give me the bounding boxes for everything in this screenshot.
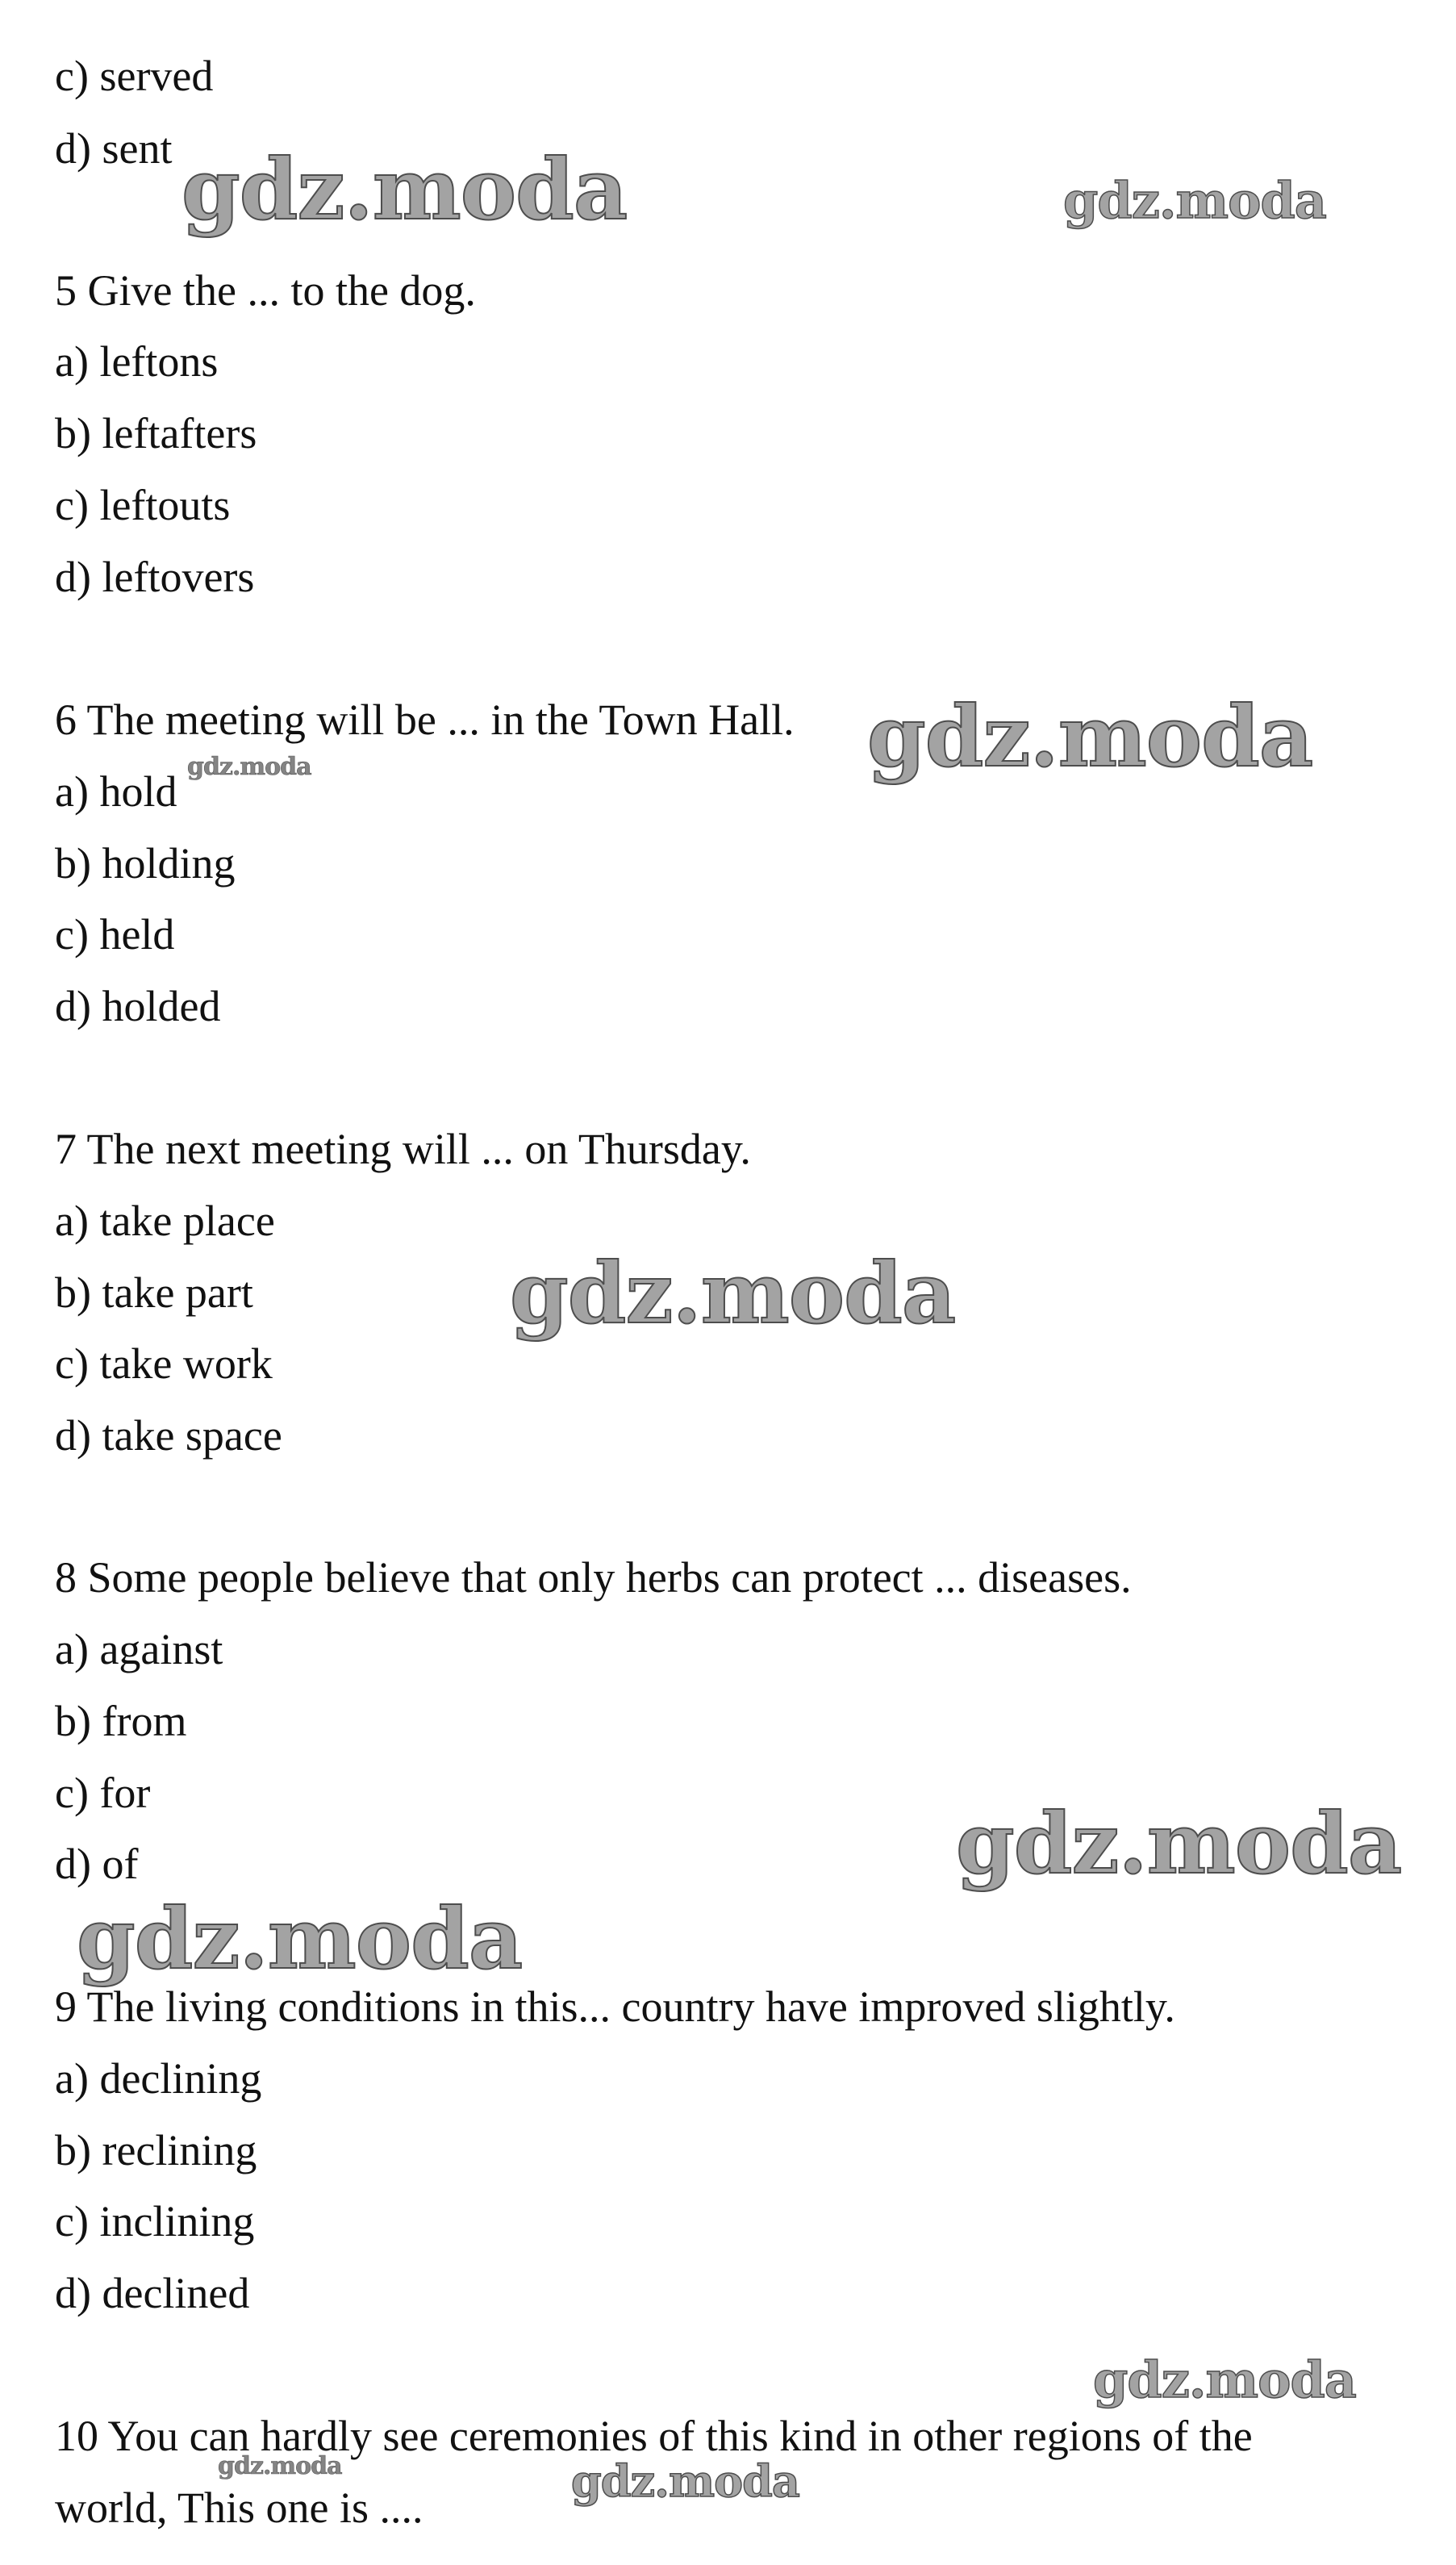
option-line: a) hold — [55, 767, 177, 816]
option-line: c) for — [55, 1769, 151, 1817]
option-line: b) holding — [55, 839, 236, 888]
option-line: d) declined — [55, 2269, 250, 2317]
option-line: d) holded — [55, 982, 221, 1030]
question-5: 5 Give the ... to the dog. — [55, 266, 476, 315]
watermark-logo: gdz.moda — [867, 687, 1313, 786]
question-10-continued: world, This one is .... — [55, 2484, 423, 2532]
question-6: 6 The meeting will be ... in the Town Hall. — [55, 696, 795, 744]
watermark-logo: gdz.moda — [218, 2452, 342, 2480]
watermark-logo: gdz.moda — [187, 753, 311, 781]
watermark-logo: gdz.moda — [1093, 2350, 1356, 2409]
watermark-logo: gdz.moda — [956, 1794, 1402, 1893]
watermark-logo: gdz.moda — [77, 1889, 523, 1988]
option-line: c) held — [55, 910, 175, 959]
watermark-logo: gdz.moda — [510, 1243, 956, 1343]
option-line: a) declining — [55, 2054, 262, 2103]
watermark-logo: gdz.moda — [181, 140, 628, 239]
question-7: 7 The next meeting will ... on Thursday. — [55, 1125, 751, 1173]
option-line: d) take space — [55, 1411, 282, 1460]
watermark-logo: gdz.moda — [571, 2455, 799, 2507]
option-line: a) take place — [55, 1197, 275, 1245]
option-line: c) take work — [55, 1339, 273, 1388]
option-line: c) served — [55, 52, 214, 100]
option-line: d) of — [55, 1840, 139, 1888]
option-line: c) inclining — [55, 2197, 255, 2245]
option-line: b) leftafters — [55, 409, 257, 457]
option-line: b) from — [55, 1697, 187, 1745]
option-line: b) take part — [55, 1268, 253, 1317]
option-line: a) against — [55, 1625, 223, 1673]
option-line: d) leftovers — [55, 553, 255, 601]
option-line: c) leftouts — [55, 481, 231, 529]
question-9: 9 The living conditions in this... country have improved slightly. — [55, 1982, 1175, 2031]
option-line: a) leftons — [55, 337, 219, 386]
option-line: d) sent — [55, 124, 173, 173]
question-10: 10 You can hardly see ceremonies of this kind in other regions of the — [55, 2412, 1253, 2460]
watermark-logo: gdz.moda — [1063, 171, 1326, 230]
option-line: b) reclining — [55, 2126, 257, 2174]
question-8: 8 Some people believe that only herbs can protect ... diseases. — [55, 1553, 1132, 1602]
